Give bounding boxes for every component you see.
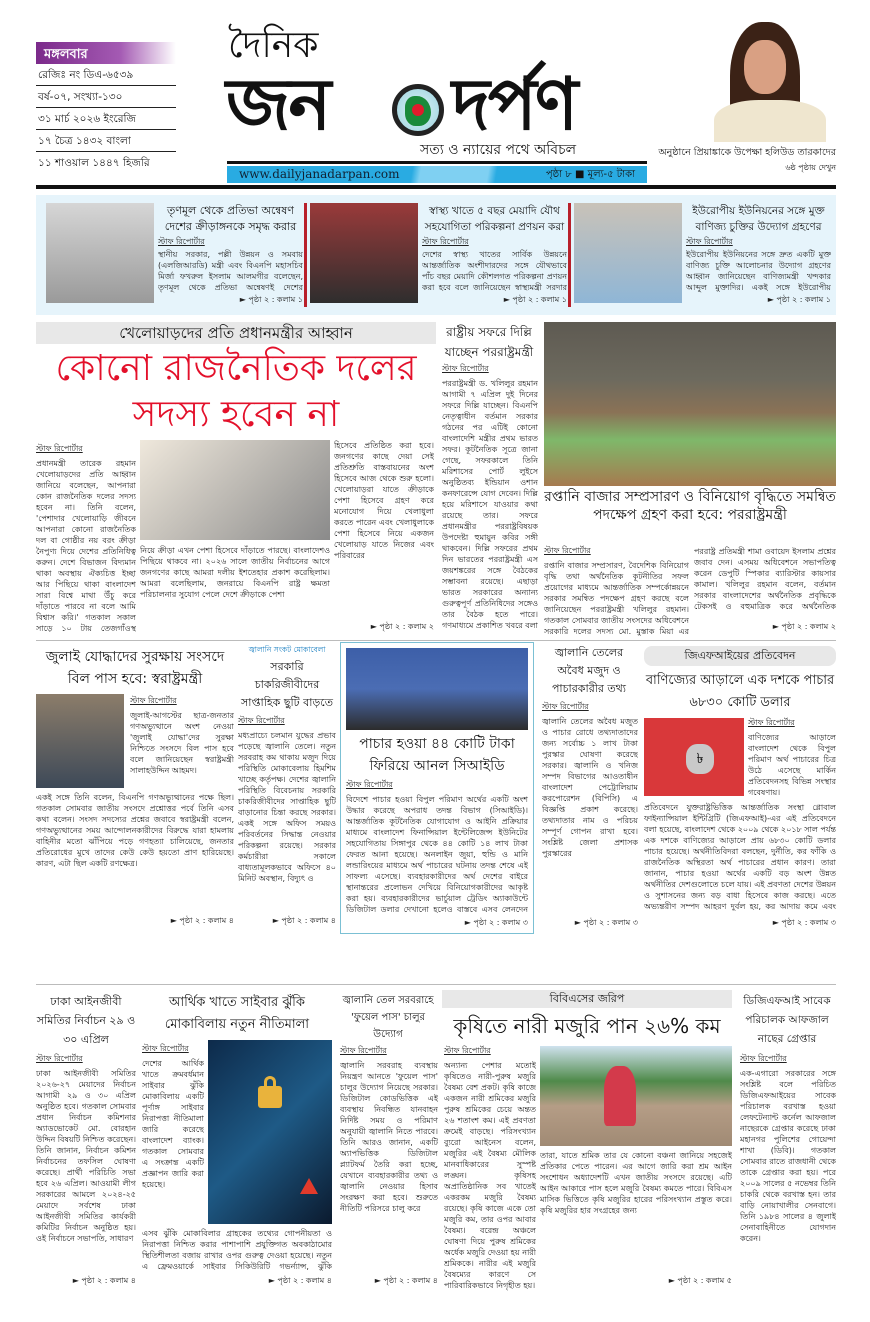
continue-link[interactable]: ► পৃষ্ঠা ২ : কলাম ৪	[272, 916, 336, 925]
byline: স্টাফ রিপোর্টার	[238, 716, 285, 725]
top-story-strip	[36, 195, 836, 315]
teaser-photo[interactable]	[700, 22, 832, 142]
logo-jan: জন	[226, 62, 330, 146]
women-farm-photo[interactable]	[540, 1046, 732, 1146]
gfi-headline[interactable]: বাণিজ্যের আড়ালে এক দশকে পাচার ৬৮৩০ কোটি ডলার	[645, 673, 835, 710]
story-photo	[310, 203, 418, 303]
strip-story-2[interactable]	[310, 203, 565, 307]
byline: স্টাফ রিপোর্টার	[346, 780, 393, 789]
women-headline[interactable]: কৃষিতে নারী মজুরি পান ২৬% কম	[453, 1014, 721, 1038]
story-body: দেশের স্বাস্থ্য খাতের সার্বিক উন্নয়নে আন্তর্জাতিক অংশীদারদের সঙ্গে যৌথভাবে পাঁচ বছর মেয়াদি কৌশলগত পরিকল্পনা প্রণয়ন করা হবে বলে জানিয়েছেন স্বাস্থ্যমন্ত্রী সরদার	[422, 250, 567, 292]
website-link[interactable]: www.dailyjanadarpan.com	[239, 167, 400, 181]
teaser-caption[interactable]: অনুষ্ঠানে প্রিয়াঙ্কাকে উপেক্ষা হলিউড তারকাদের	[658, 147, 836, 158]
export-body-col2: পররাষ্ট্র প্রতিমন্ত্রী শামা ওবায়েদ ইসলাম প্রশ্নের জবাব দেন। এসময় অধিবেশনে সভাপতিত্ব করেন ডেপুটি স্পিকার ব্যারিস্টার কায়সার কামাল। খলিলুর রহমান বলেন, বর্তমান সরকার বাংলাদেশের অর্থনৈতিক প্রবৃদ্ধিকে টেকসই ও বহুমাত্রিক করে অর্থনৈতিক	[694, 547, 836, 611]
byline: স্টাফ রিপোর্টার	[748, 718, 795, 727]
gfi-kicker: জিএফআইয়ের প্রতিবেদন	[644, 646, 836, 666]
masthead-rule	[227, 161, 647, 164]
section-rule	[36, 640, 836, 641]
byline: স্টাফ রিপোর্টার	[36, 444, 83, 453]
byline: স্টাফ রিপোর্টার	[36, 1054, 83, 1063]
lawyers-headline[interactable]: ঢাকা আইনজীবী সমিতির নির্বাচন ২৯ ও ৩০ এপ্রিল	[36, 995, 136, 1046]
fuel-headline[interactable]: জ্বালানি তেলের অবৈধ মজুদ ও পাচারকারীর তথ্য	[551, 646, 627, 695]
byline: স্টাফ রিপোর্টার	[542, 702, 589, 711]
cyber-headline[interactable]: আর্থিক খাতে সাইবার ঝুঁকি মোকাবিলায় নতুন নীতিমালা	[164, 995, 310, 1032]
leave-headline[interactable]: সরকারি চাকরিজীবীদের সাপ্তাহিক ছুটি বাড়তে	[241, 660, 333, 709]
gfi-illustration[interactable]	[644, 718, 744, 796]
women-body-col2: তারা, যাতে শ্রমিক তার যে কোনো বঞ্চনা জানিয়ে সহজেই প্রতিকার পেতে পারেন। এর আগে জারি করা শ্রম আইন সংশোধন অধ্যাদেশটি এখন জাতীয় সংসদে রয়েছে। এটি আইন আকারে পাস হলে মজুরি বৈষম্য কমতে পারে। বিবিএস মাসিক ভিত্তিতে কৃষি মজুরির হারের পরিসংখ্যান প্রস্তুত করে। কৃষি মজুরির হার সংগ্রহের জন্য	[540, 1151, 732, 1215]
july-body: একই সঙ্গে তিনি বলেন, বিএনপি গণঅভ্যুত্থানের পক্ষে ছিল। গতকাল সোমবার জাতীয় সংসদে প্রশ্নোত্তর পর্বে তিনি এসব কথা বলেন। সংসদ সদস্যের প্রশ্নের জবাবে স্বরাষ্ট্রমন্ত্রী বলেন, গণঅভ্যুত্থানের সময় আন্দোলনকারীদের বিরুদ্ধে যারা হামলায় বাহিনীর মতো ঝাঁপিয়ে পড়ে গণহত্যা চালিয়েছে, জনতার প্রতিরোধের মুখে তাদের কেউ কেউ হয়তো প্রাণ হারিয়েছে। কারণ, এটা ছিল একটি রণক্ষেত্র।	[36, 793, 234, 868]
strip-story-3[interactable]	[574, 203, 832, 307]
weekday-label: মঙ্গলবার	[36, 42, 176, 64]
dgfi-headline[interactable]: ডিজিএফআই সাবেক পরিচালক আফজাল নাছের গ্রেপ্তার	[743, 995, 831, 1045]
continue-link[interactable]: ► পৃষ্ঠা ২ : কলাম ৪	[72, 1276, 136, 1285]
dgfi-body: এক-এগারো সরকারের সঙ্গে সংশ্লিষ্ট বলে পরিচিত ডিজিএফআইয়ের সাবেক পরিচালক বরখাস্ত হওয়া লেফটেন্যান্ট কর্নেল আফজাল নাছেরকে গ্রেপ্তার করেছে ঢাকা মহানগর পুলিশের গোয়েন্দা শাখা (ডিবি)। গতকাল সোমবার রাতে রাজধানী থেকে তাকে গ্রেপ্তার করা হয়। পরে ২০০৯ সালের ৫ নভেম্বর তিনি চাকরি থেকে বরখাস্ত হন। তার বাড়ি নোয়াখালীর সেনবাগে। তিনি ১৯৮৪ সালের ৪ জুলাই সেনাবাহিনীতে যোগদান করেন।	[740, 1069, 836, 1243]
story-headline[interactable]: স্বাস্থ্য খাতে ৫ বছর মেয়াদি যৌথ সহযোগিতা পরিকল্পনা প্রণয়ন করা	[424, 205, 565, 233]
fuelpass-body: জ্বালানি সরবরাহ ব্যবস্থায় নিয়ন্ত্রণ আনতে 'ফুয়েল পাস' চালুর উদ্যোগ নিয়েছে সরকার। ডিজিটাল কোডভিত্তিক এই ব্যবস্থায় নিবন্ধিত যানবাহন নির্দিষ্ট সময় ও পরিমাণ অনুযায়ী জ্বালানি নিতে পারবে। তিনি আরও জানান, একটি অ্যাপভিত্তিক ডিজিটাল প্ল্যাটফর্ম তৈরি করা হচ্ছে, যেখানে ব্যবহারকারীর তথ্য ও জ্বালানি নেওয়ার হিসাব সংরক্ষণ করা হবে। শুরুতে নীতিটি পরিসরে চালু করে	[340, 1061, 438, 1213]
byline: স্টাফ রিপোর্টার	[740, 1054, 787, 1063]
byline: স্টাফ রিপোর্টার	[340, 1046, 387, 1055]
fuelpass-headline[interactable]: জ্বালানি তেল সরবরাহে 'ফুয়েল পাস' চালুর উদ্যোগ	[342, 995, 434, 1040]
leave-kicker: জ্বালানি সংকট মোকাবেলা	[248, 645, 326, 654]
cid-headline[interactable]: পাচার হওয়া ৪৪ কোটি টাকা ফিরিয়ে আনল সিআইডি	[359, 736, 515, 774]
lead-photo[interactable]	[140, 440, 330, 540]
leave-body: মধ্যপ্রাচ্যে চলমান যুদ্ধের প্রভাব পড়েছে জ্বালানি তেলে। নতুন সরবরাহ কম থাকায় মজুদ দিয়ে পরিস্থিতি মোকাবেলায় হিমশিম খাচ্ছে কর্তৃপক্ষ। দেশের জ্বালানি পরিস্থিতি বিবেচনায় সরকারি চাকরিজীবীদের সাপ্তাহিক ছুটি বাড়ানোর চিন্তা করছে সরকার। একই সঙ্গে অফিস সময়ও পরিবর্তনের সিদ্ধান্ত নেওয়ার পরিকল্পনা রয়েছে। সরকার কর্মচারীরা সকালে বাধ্যতামূলকভাবে অফিসে ৪০ মিনিট অবস্থান, বিদ্যুৎ ও	[238, 731, 336, 883]
continue-link[interactable]: ► পৃষ্ঠা ২ : কলাম ১	[239, 295, 303, 304]
volume-issue: বর্ষ-০৭, সংখ্যা-১৩০	[36, 86, 176, 108]
story-body: ইউরোপীয় ইউনিয়নের সঙ্গে দ্রুত একটি মুক্ত বাণিজ্য চুক্তি আলোচনার উদ্যোগ গ্রহণের আহ্বান জানিয়েছেন বাণিজ্যমন্ত্রী খন্দকার আব্দুল মুক্তাদির। একই সঙ্গে ইউরোপীয়	[686, 250, 831, 292]
lead-kicker: খেলোয়াড়দের প্রতি প্রধানমন্ত্রীর আহ্বান	[36, 322, 436, 344]
continue-link[interactable]: ► পৃষ্ঠা ২ : কলাম ৪	[170, 916, 234, 925]
july-headline[interactable]: জুলাই যোদ্ধাদের সুরক্ষায় সংসদে বিল পাস হবে: স্বরাষ্ট্রমন্ত্রী	[45, 649, 225, 687]
lawyers-body: ঢাকা আইনজীবী সমিতির ২০২৬-২৭ মেয়াদের নির্বাচন আগামী ২৯ ও ৩০ এপ্রিল অনুষ্ঠিত হবে। গতকাল সোমবার প্রধান নির্বাচন কমিশনার অ্যাডভোকেট মো. বোরহান উদ্দিন বিষয়টি নিশ্চিত করেছেন। তিনি জানান, নির্বাচন কমিশন নির্বাচনের তফসিল ঘোষণা করেছে। প্রার্থী পরিচিতি সভা হবে ২৬ এপ্রিল। আওয়ামী লীগ সরকারের আমলে ২০২৪-২৫ মেয়াদে সর্বশেষ ঢাকা আইনজীবী সমিতির কার্যকরী কমিটির নির্বাচন অনুষ্ঠিত হয়। ওই নির্বাচনে সভাপতি, সাধারণ	[36, 1069, 136, 1243]
delhi-body: পররাষ্ট্রমন্ত্রী ড. খলিলুর রহমান আগামী ৭ এপ্রিল দুই দিনের সফরে দিল্লি যাচ্ছেন। বিএনপি নেতৃত্বাধীন বর্তমান সরকার গঠনের পর এটিই কোনো বাংলাদেশি মন্ত্রীর প্রথম ভারত সফর। কূটনৈতিক সূত্রে জানা গেছে, সফরকালে তিনি মরিশাসের পোর্ট লুইসে অনুষ্ঠিতব্য ইন্ডিয়ান ওশান কনফারেন্সে যোগ দেবেন। দিল্লি হয়ে মরিশাসে যাওয়ার কথা রয়েছে তার। সফরে প্রধানমন্ত্রীর পররাষ্ট্রবিষয়ক উপদেষ্টা হুমায়ুন কবির সঙ্গী থাকবেন। দিল্লি সফরের প্রথম দিন ভারতের পররাষ্ট্রমন্ত্রী এস জয়শঙ্করের সঙ্গে বৈঠকের সম্ভাবনা রয়েছে। এছাড়া ভারত সরকারের অন্যান্য গুরুত্বপূর্ণ প্রতিনিধিদের সঙ্গেও তার বৈঠক হতে পারে। গণমাধ্যমে প্রকাশিত খবরে বলা	[442, 379, 538, 630]
bangladesh-map-logo-icon	[392, 84, 444, 136]
story-headline[interactable]: তৃণমূল থেকে প্রতিভা অন্বেষণ দেশের ক্রীড়াঙ্গনকে সমৃদ্ধ করার	[164, 204, 297, 233]
continue-link[interactable]: ► পৃষ্ঠা ২ : কলাম ৩	[772, 918, 836, 927]
continue-link[interactable]: ► পৃষ্ঠা ২ : কলাম ৩	[464, 918, 528, 927]
story-body: স্থানীয় সরকার, পল্লী উন্নয়ন ও সমবায় (এলজিআরডি) মন্ত্রী এবং বিএনপি মহাসচিব মির্জা ফখরুল ইসলাম আলমগীর বলেছেন, তৃণমূল থেকে প্রতিভা অন্বেষণই দেশের	[158, 250, 303, 292]
strip-story-1[interactable]	[46, 203, 301, 307]
continue-link[interactable]: ► পৃষ্ঠা ২ : কলাম ১	[767, 295, 831, 304]
section-rule	[36, 984, 836, 985]
lead-body-col1: প্রধানমন্ত্রী তারেক রহমান খেলোয়াড়দের প্রতি আহ্বান জানিয়ে বলেছেন, আপনারা কোন রাজনৈতিক দলের সদস্য হবেন না। তিনি বলেন, 'পেশাদার খেলোয়াড়ি জীবনে আপনারা কোনো রাজনৈতিক দল বা গোষ্ঠীর নয় বরং ক্রীড়া নৈপুণ্য দিয়ে দেশের প্রতিনিধিত্ব করুন। দেশে বিভাজন বিদ্যমান থাকা অবস্থায় ঐক্যচিত্ত ইচ্ছা আর পিছিয়ে থাকা বাংলাদেশ সারা বিশ্বে মাথা উঁচু করে দাঁড়াতে পারবে না বলে আমি বিশ্বাস করি।' গতকাল সকাল সাড়ে ১০ টায় তেজগাঁওস্থ	[36, 459, 136, 633]
teaser-see-page: ৬ষ্ঠ পৃষ্ঠায় দেখুন	[785, 163, 836, 172]
continue-link[interactable]: ► পৃষ্ঠা ২ : কলাম ৪	[374, 1276, 438, 1285]
cyber-illustration[interactable]	[208, 1040, 332, 1224]
lead-headline-line-2[interactable]: সদস্য হবেন না	[132, 394, 340, 435]
byline: স্টাফ রিপোর্টার	[422, 237, 469, 246]
delhi-headline[interactable]: রাষ্ট্রীয় সফরে দিল্লি যাচ্ছেন পররাষ্ট্রমন্ত্রী	[444, 325, 534, 359]
export-headline[interactable]: রপ্তানি বাজার সম্প্রসারণ ও বিনিয়োগ বৃদ্ধিতে সমন্বিত পদক্ষেপ গ্রহণ করা হবে: পররাষ্ট্রমন্ত্রী	[544, 489, 836, 523]
gfi-body-side: বাণিজ্যের আড়ালে বাংলাদেশ থেকে বিপুল পরিমাণ অর্থ পাচারের চিত্র উঠে এসেছে মার্কিন প্রতিবেদনসহ বিভিন্ন সংস্থার গবেষণায়।	[748, 733, 836, 797]
farmer-figure	[604, 1066, 636, 1126]
byline: স্টাফ রিপোর্টার	[142, 1044, 189, 1053]
cyber-body: এসব ঝুঁকি মোকাবিলার গ্রাহকের তথ্যের গোপনীয়তা ও নিরাপত্তা নিশ্চিত করার পাশাপাশি প্রযুক্তিগত অবকাঠামোর স্থিতিশীলতা বজায় রাখার ওপর গুরুত্ব দেওয়া হয়েছে। নতুন এ ফ্রেমওয়ার্কে সাইবার সিকিউরিটি গভর্ন্যান্স, ঝুঁকি	[142, 1229, 332, 1271]
cid-body: বিদেশে পাচার হওয়া বিপুল পরিমাণ অর্থের একটি অংশ উদ্ধার করেছে অপরাধ তদন্ত বিভাগ (সিআইডি)। আন্তর্জাতিক কূটনৈতিক যোগাযোগ ও আইনি প্রক্রিয়ার মাধ্যমে বাংলাদেশ ফিনান্সিয়াল ইন্টেলিজেন্স ইউনিটের সহযোগিতায় সিঙ্গাপুর থেকে ৪৪ কোটি ১৪ লাখ টাকা ফেরত আনা হয়েছে। অনলাইন জুয়া, হুন্ডি ও মানি লন্ডারিংয়ের মাধ্যমে অর্থ পাচারের ঘটনায় তদন্ত শেষে এই সাফল্য এসেছে। ব্যবহারকারীদের অর্থ দেশের বাইরে স্থানান্তরের প্রলোভন দেখিয়ে বিনিয়োগকারীদের আকৃষ্ট করা হয়। ব্যবহারকারীদের ভার্চুয়াল ট্রেডিং অ্যাকাউন্টে ডিজিটাল ডলার দেখানো হলেও বাস্তবে এসব লেনদেন	[346, 795, 528, 914]
continue-link[interactable]: ► পৃষ্ঠা ২ : কলাম ২	[370, 622, 434, 631]
byline: স্টাফ রিপোর্টার	[442, 364, 489, 373]
logo-darpan: দর্পণ	[452, 62, 577, 146]
tagline: সত্য ও ন্যায়ের পথে অবিচল	[420, 142, 577, 158]
july-body-top: জুলাই-আগস্টের ছাত্র-জনতার গণঅভ্যুত্থানে অংশ নেওয়া 'জুলাই যোদ্ধা'দের সুরক্ষা নিশ্চিতে সংসদে বিল পাস হবে বলে জানিয়েছেন স্বরাষ্ট্রমন্ত্রী সালাহউদ্দিন আহমদ।	[130, 711, 234, 775]
continue-link[interactable]: ► পৃষ্ঠা ২ : কলাম ১	[503, 295, 567, 304]
padlock-shackle-icon	[264, 1076, 276, 1090]
lead-headline-line-1[interactable]: কোনো রাজনৈতিক দলের	[55, 348, 417, 389]
registration-number: রেজিঃ নং ডিএ-৬৫৩৯	[36, 64, 176, 86]
logo-dainik: দৈনিক	[228, 25, 319, 66]
export-body-col1: রপ্তানি বাজার সম্প্রসারণ, বৈদেশিক বিনিয়োগ বৃদ্ধি তথা অর্থনৈতিক কূটনীতির সফল প্রয়োগের মাধ্যমে আন্তর্জাতিক সম্পর্কোন্নয়নে সরকার সমন্বিত পদক্ষেপ গ্রহণ করছে বলে জানিয়েছেন পররাষ্ট্রমন্ত্রী খলিলুর রহমান। গতকাল সোমবার জাতীয় সংসদের অধিবেশনে সরকারি দলের সদস্য মো. মুস্তাক মিয়া এর	[544, 561, 689, 636]
date-info-box	[36, 42, 176, 174]
page-price: পৃষ্ঠা ৮ ■ মূল্য-৫ টাকা	[545, 169, 635, 180]
divider	[568, 203, 571, 307]
story-photo	[46, 203, 154, 303]
story-photo	[574, 203, 682, 303]
women-kicker: বিবিএসের জরিপ	[442, 990, 732, 1008]
july-photo[interactable]	[36, 694, 124, 788]
byline: স্টাফ রিপোর্টার	[158, 237, 205, 246]
lead-body-col2: নিয়ে ক্রীড়া এখন পেশা হিসেবে দাঁড়াতে পারছে। বাংলাদেশও পিছিয়ে থাকবে না। ২০২৬ সালে জাতীয় নির্বাচনের আগে জনগণের কাছে আমরা দলীয় ইশতেহার প্রকাশ করেছিলাম। আমরা বলেছিলাম, জনরায়ে বিএনপি রাষ্ট্র ক্ষমতা পরিচালনার সুযোগ পেলে দেশে ক্রীড়াকে পেশা	[140, 546, 330, 599]
divider	[304, 203, 307, 307]
taka-bag-icon: ৳	[686, 744, 714, 774]
cyber-body-side: দেশের আর্থিক খাতে ক্রমবর্ধমান সাইবার ঝুঁকি মোকাবিলায় একটি পূর্ণাঙ্গ সাইবার নিরাপত্তা নীতিমালা জারি করেছে বাংলাদেশ ব্যাংক। গতকাল সোমবার এ সংক্রান্ত একটি প্রজ্ঞাপন জারি করা হয়েছে।	[142, 1059, 204, 1189]
date-bangla: ১৭ চৈত্র ১৪৩২ বাংলা	[36, 130, 176, 152]
warning-icon	[300, 1178, 318, 1194]
masthead-bottom-rule	[36, 185, 836, 189]
cid-photo[interactable]	[346, 648, 528, 730]
date-hijri: ১১ শাওয়াল ১৪৪৭ হিজরি	[38, 157, 150, 169]
byline: স্টাফ রিপোর্টার	[686, 237, 733, 246]
women-body-col1: অন্যান্য পেশার মতোই কৃষিতেও নারী-পুরুষ মজুরি বৈষম্য বেশ প্রকট। কৃষি কাজে একজন নারী শ্রমিকের মজুরি পুরুষ শ্রমিকের চেয়ে অন্তত ২৬ শতাংশ কম। এই প্রবণতা ক্রমেই বাড়ছে। পরিসংখ্যান ব্যুরো আইনেস বলেন, মজুরির এই বৈষম্য মৌলিক মানবাধিকারের সুস্পষ্ট লঙ্ঘন। কৃষিসহ অপ্রাতিষ্ঠানিক সব খাতেই একরকম মজুরি বৈষম্য রয়েছে। কৃষি কাজে একে তো মজুরি কম, তার ওপর আবার বৈষম্য। বরেন্দ্র অঞ্চলে ঘোষণা দিয়ে পুরুষ শ্রমিকের অর্ধেক মজুরি দেওয়া হয় নারী শ্রমিককে। নারীর এই মজুরি বৈষম্যের কারণে সে পারিবারিকভাবে নিগৃহীত হয়।	[444, 1061, 536, 1290]
parliament-photo[interactable]	[544, 322, 836, 486]
gfi-body: প্রতিবেদনে যুক্তরাষ্ট্রভিত্তিক আন্তর্জাতিক সংস্থা গ্লোবাল ফাইন্যান্সিয়াল ইন্টিগ্রিটি (জিএফআই)-এর এই প্রতিবেদনে বলা হয়েছে, বাংলাদেশ থেকে ২০০৯ থেকে ২০১৮ সাল পর্যন্ত এক দশকে বাণিজ্যের আড়ালে প্রায় ৬৮৩০ কোটি ডলার পাচার হয়েছে। অর্থনীতিবিদরা বলছেন, দুর্নীতি, কর ফাঁকি ও রাজনৈতিক অস্থিরতা অর্থ পাচারের প্রধান কারণ। তারা জানান, পাচার হওয়া অর্থের একটি বড় অংশ উন্নত অর্থনীতির দেশগুলোতে চলে যায়। এই প্রবণতা দেশের উন্নয়ন ও সুশাসনের জন্য বড় বাধা হিসেবে কাজ করছে। এতে অভ্যন্তরীণ সম্পদ আহরণ দুর্বল হয়, কর আদায় কমে এবং	[644, 803, 836, 911]
lead-headline[interactable]	[36, 346, 436, 438]
continue-link[interactable]: ► পৃষ্ঠা ২ : কলাম ৪	[268, 1276, 332, 1285]
fuel-body: জ্বালানি তেলের অবৈধ মজুত ও পাচার রোধে তথ্যদাতাদের জন্য সর্বোচ্চ ১ লাখ টাকা পুরস্কার ঘোষণা করেছে সরকার। জ্বালানি ও খনিজ সম্পদ বিভাগের আওতাধীন বাংলাদেশ পেট্রোলিয়াম করপোরেশন (বিপিসি) এ বিজ্ঞপ্তি প্রকাশ করেছে। তথ্যদাতার নাম ও পরিচয় সম্পূর্ণ গোপন রাখা হবে। সংশ্লিষ্ট জেলা প্রশাসক পুরস্কারের	[542, 717, 638, 858]
continue-link[interactable]: ► পৃষ্ঠা ২ : কলাম ৩	[574, 918, 638, 927]
date-english: ৩১ মার্চ ২০২৬ ইংরেজি	[36, 108, 176, 130]
continue-link[interactable]: ► পৃষ্ঠা ২ : কলাম ২	[772, 622, 836, 631]
url-bar	[227, 166, 647, 183]
byline: স্টাফ রিপোর্টার	[444, 1046, 491, 1055]
byline: স্টাফ রিপোর্টার	[130, 696, 177, 705]
byline: স্টাফ রিপোর্টার	[544, 546, 591, 555]
continue-link[interactable]: ► পৃষ্ঠা ২ : কলাম ৫	[668, 1276, 732, 1285]
lead-body-col3: হিসেবে প্রতিষ্ঠিত করা হবে। জনগণের কাছে দেয়া সেই প্রতিশ্রুতি বাস্তবায়নের অংশ হিসেবে আজ থেকে শুরু হলো। খেলোয়াড়রা যাতে ক্রীড়াকে পেশা হিসেবে গ্রহণ করে মনোযোগ দিয়ে খেলাধুলা করতে পারেন এবং খেলাধুলাকে পেশা হিসেবে নিয়ে একজন খেলোয়াড় যাতে নিজের এবং পরিবারের	[334, 441, 434, 560]
story-headline[interactable]: ইউরোপীয় ইউনিয়নের সঙ্গে মুক্ত বাণিজ্য চুক্তির উদ্যোগ গ্রহণের	[692, 205, 825, 233]
